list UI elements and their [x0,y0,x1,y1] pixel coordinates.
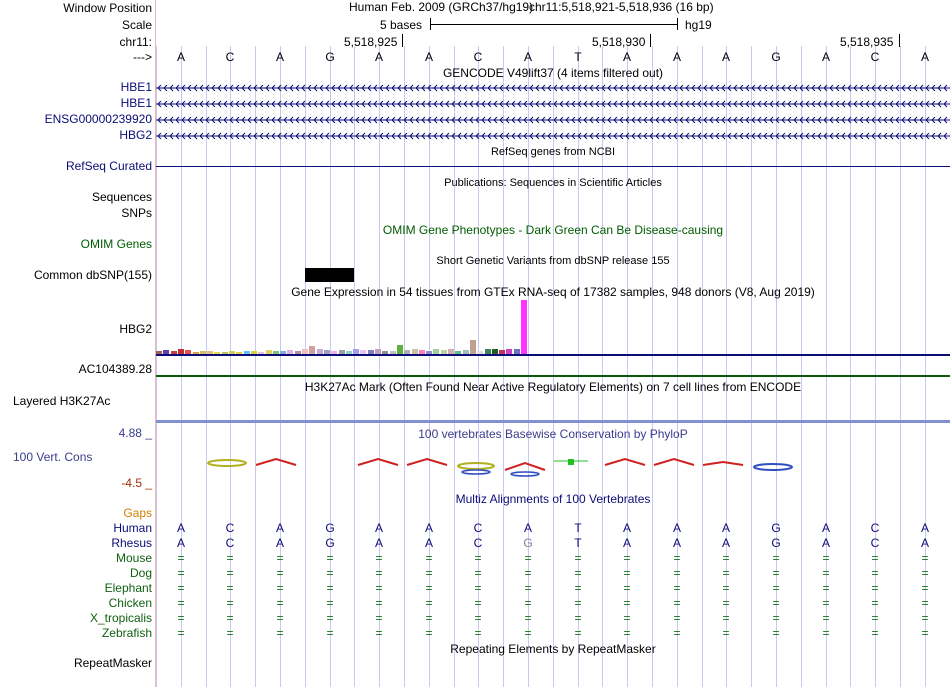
cons-logo-9 [654,459,694,465]
species-match-symbol: = [177,566,185,580]
species-match-symbol: = [524,626,532,640]
refseq-gene-line[interactable] [156,166,950,167]
gene-hbg2-strand[interactable] [156,129,950,143]
base-letter: A [275,50,284,64]
cons-logo-5 [458,463,494,474]
gene-hbe1-strand[interactable] [156,81,950,95]
human-alignment-base: A [821,521,830,535]
species-match-symbol: = [772,596,780,610]
species-match-symbol: = [226,626,234,640]
species-match-symbol: = [772,551,780,565]
scale-bar-line [430,24,677,25]
publications-track-title: Publications: Sequences in Scientific Articles [444,177,662,189]
rhesus-alignment-base: A [176,536,185,550]
scale-bar-right-tick [677,18,678,30]
human-alignment-base: G [325,521,335,535]
species-match-symbol: = [226,551,234,565]
phylop-conservation-plot[interactable] [156,452,950,482]
base-letter: A [424,50,433,64]
species-match-symbol: = [524,551,532,565]
species-match-symbol: = [226,611,234,625]
base-letter: A [672,50,681,64]
species-match-symbol: = [574,611,582,625]
species-match-symbol: = [722,626,730,640]
multiz-track-title: Multiz Alignments of 100 Vertebrates [455,492,651,506]
species-match-symbol: = [326,581,334,595]
human-alignment-base: A [672,521,681,535]
human-alignment-base: A [622,521,631,535]
species-match-symbol: = [673,566,681,580]
species-match-symbol: = [822,611,830,625]
species-label-dog[interactable]: Dog [129,566,152,580]
rhesus-alignment-base: A [374,536,383,550]
species-label-mouse[interactable]: Mouse [115,551,152,565]
species-match-symbol: = [673,611,681,625]
species-match-symbol: = [425,611,433,625]
species-match-symbol: = [425,626,433,640]
species-match-symbol: = [177,551,185,565]
species-match-symbol: = [822,596,830,610]
species-match-symbol: = [722,566,730,580]
gene-ensg-strand[interactable] [156,113,950,127]
human-alignment-base: A [424,521,433,535]
ruler-tick-1 [402,34,403,47]
species-match-symbol: = [425,596,433,610]
rhesus-alignment-base: G [771,536,781,550]
species-match-symbol: = [474,611,482,625]
species-match-symbol: = [574,626,582,640]
cons-logo-1 [208,460,246,466]
cons-logo-8 [605,459,645,465]
gtex-tissue-bar[interactable] [521,300,527,354]
species-match-symbol: = [326,551,334,565]
base-letter: T [574,50,582,64]
refseq-track-title: RefSeq genes from NCBI [490,146,616,158]
species-match-symbol: = [226,581,234,595]
species-label-chicken[interactable]: Chicken [108,596,152,610]
rhesus-alignment-base: C [870,536,880,550]
window-position-label: Window Position [63,1,152,15]
track-label-h3k27ac[interactable]: Layered H3K27Ac [13,394,111,408]
species-match-symbol: = [921,611,929,625]
species-match-symbol: = [276,611,284,625]
rhesus-alignment-base: A [424,536,433,550]
track-label-repeatmasker[interactable]: RepeatMasker [73,656,152,670]
assembly-title: Human Feb. 2009 (GRCh37/hg19) [349,0,534,14]
ac104389-gene-line[interactable] [156,375,950,377]
species-match-symbol: = [623,581,631,595]
track-label-hbg2[interactable]: HBG2 [119,128,152,142]
base-letter: G [325,50,335,64]
species-match-symbol: = [673,551,681,565]
human-alignment-base: C [225,521,235,535]
species-match-symbol: = [524,581,532,595]
species-match-symbol: = [871,626,879,640]
human-alignment-base: A [176,521,185,535]
species-label-zebrafish[interactable]: Zebrafish [101,626,152,640]
species-match-symbol: = [722,581,730,595]
species-match-symbol: = [375,626,383,640]
species-match-symbol: = [921,551,929,565]
base-letter: A [523,50,532,64]
species-match-symbol: = [375,551,383,565]
species-match-symbol: = [276,551,284,565]
track-label-omim[interactable]: OMIM Genes [80,237,152,251]
species-match-symbol: = [921,566,929,580]
track-label-cons[interactable]: 100 Vert. Cons [13,450,93,464]
species-match-symbol: = [326,596,334,610]
ruler-tick-3 [899,34,900,47]
rhesus-alignment-base: A [920,536,929,550]
base-letter: A [721,50,730,64]
dbsnp-variant-block[interactable] [305,268,354,282]
rhesus-alignment-base: C [473,536,483,550]
ruler-tick-2 [650,34,651,47]
cons-logo-7 [554,459,588,465]
chrom-label: chr11: [119,35,152,49]
species-match-symbol: = [326,611,334,625]
track-label-sequences[interactable]: Sequences [91,190,152,204]
species-match-symbol: = [623,551,631,565]
cons-logo-3 [358,459,398,465]
human-alignment-base: T [574,521,582,535]
species-match-symbol: = [425,581,433,595]
gtex-gene-line [156,354,950,356]
track-label-refseq[interactable]: RefSeq Curated [65,159,152,173]
cons-logo-11 [754,464,792,470]
base-letter: C [473,50,483,64]
species-match-symbol: = [375,596,383,610]
species-match-symbol: = [772,611,780,625]
species-match-symbol: = [276,626,284,640]
species-match-symbol: = [474,581,482,595]
cons-min-label: -4.5 _ [121,476,152,490]
species-match-symbol: = [921,626,929,640]
species-match-symbol: = [822,626,830,640]
cons-logo-6 [505,463,545,476]
human-alignment-base: A [374,521,383,535]
species-label-human[interactable]: Human [113,521,152,535]
track-label-gaps[interactable]: Gaps [123,506,152,520]
species-match-symbol: = [574,581,582,595]
species-match-symbol: = [623,596,631,610]
species-match-symbol: = [673,581,681,595]
species-match-symbol: = [822,566,830,580]
rhesus-alignment-base: A [622,536,631,550]
gtex-tissue-bar[interactable] [309,346,315,354]
species-match-symbol: = [276,596,284,610]
species-label-x-tropicalis[interactable]: X_tropicalis [89,611,152,625]
species-match-symbol: = [772,581,780,595]
gtex-track-title: Gene Expression in 54 tissues from GTEx RNA-seq of 17382 samples, 948 donors (V8, Aug 2019) [291,285,815,299]
human-alignment-base: A [275,521,284,535]
species-match-symbol: = [474,596,482,610]
species-match-symbol: = [276,566,284,580]
species-match-symbol: = [326,566,334,580]
species-match-symbol: = [524,596,532,610]
species-match-symbol: = [921,581,929,595]
cons-logo-4 [407,459,447,465]
species-label-rhesus[interactable]: Rhesus [111,536,152,550]
species-match-symbol: = [871,566,879,580]
species-match-symbol: = [375,611,383,625]
rhesus-alignment-base: A [672,536,681,550]
species-match-symbol: = [574,551,582,565]
species-match-symbol: = [326,626,334,640]
species-match-symbol: = [177,581,185,595]
h3k27ac-signal[interactable] [156,420,950,423]
species-match-symbol: = [871,581,879,595]
species-match-symbol: = [822,551,830,565]
track-label-ensg[interactable]: ENSG00000239920 [44,112,152,126]
human-alignment-base: A [721,521,730,535]
base-letter: A [920,50,929,64]
base-letter: A [374,50,383,64]
cons-logo-10 [703,462,743,465]
base-letter: C [225,50,235,64]
species-match-symbol: = [772,566,780,580]
base-letter: C [870,50,880,64]
species-match-symbol: = [375,566,383,580]
species-match-symbol: = [474,566,482,580]
species-match-symbol: = [425,566,433,580]
species-match-symbol: = [623,566,631,580]
species-match-symbol: = [722,551,730,565]
h3k27ac-track-title: H3K27Ac Mark (Often Found Near Active Regulatory Elements) on 7 cell lines from ENCODE [304,380,802,394]
species-match-symbol: = [772,626,780,640]
species-match-symbol: = [673,596,681,610]
species-match-symbol: = [574,596,582,610]
rhesus-alignment-base: A [275,536,284,550]
human-alignment-base: G [771,521,781,535]
track-label-gtex-hbg2[interactable]: HBG2 [119,322,152,336]
ruler-coord-1: 5,518,925 [344,35,398,49]
rhesus-alignment-base: A [721,536,730,550]
track-label-hbe1[interactable]: HBE1 [120,80,152,94]
track-label-snps[interactable]: SNPs [121,206,152,220]
species-match-symbol: = [375,581,383,595]
cons-max-label: 4.88 _ [118,426,152,440]
scale-label: Scale [121,18,152,32]
strand-arrow-label: ---> [133,50,152,64]
rhesus-alignment-base: T [574,536,582,550]
rhesus-alignment-base: C [225,536,235,550]
species-match-symbol: = [822,581,830,595]
human-alignment-base: C [870,521,880,535]
ruler-coord-2: 5,518,930 [592,35,646,49]
phylop-track-title: 100 vertebrates Basewise Conservation by PhyloP [418,427,688,441]
position-readout: chr11:5,518,921-5,518,936 (16 bp) [529,0,714,14]
omim-track-title: OMIM Gene Phenotypes - Dark Green Can Be Disease-causing [382,223,724,237]
dbsnp-track-title: Short Genetic Variants from dbSNP release 155 [436,255,670,267]
scale-bar-text: 5 bases [380,18,423,32]
species-label-elephant[interactable]: Elephant [104,581,152,595]
gtex-tissue-bar[interactable] [397,345,403,354]
species-match-symbol: = [474,551,482,565]
human-alignment-base: A [523,521,532,535]
rhesus-alignment-base: G [325,536,335,550]
track-label-dbsnp[interactable]: Common dbSNP(155) [33,268,152,282]
gtex-expression-bars[interactable] [156,300,950,354]
gtex-tissue-bar[interactable] [470,340,476,354]
species-match-symbol: = [474,626,482,640]
track-label-column [0,0,155,687]
species-match-symbol: = [871,611,879,625]
gencode-track-title: GENCODE V49lift37 (4 items filtered out) [442,66,664,80]
species-match-symbol: = [574,566,582,580]
species-match-symbol: = [177,596,185,610]
species-match-symbol: = [177,611,185,625]
track-label-hbe1-2[interactable]: HBE1 [120,96,152,110]
base-letter: A [176,50,185,64]
species-match-symbol: = [921,596,929,610]
species-match-symbol: = [425,551,433,565]
species-match-symbol: = [524,566,532,580]
species-match-symbol: = [524,611,532,625]
species-match-symbol: = [623,626,631,640]
species-match-symbol: = [871,551,879,565]
rhesus-alignment-base: A [821,536,830,550]
repeatmasker-track-title: Repeating Elements by RepeatMasker [450,642,656,656]
species-match-symbol: = [673,626,681,640]
species-match-symbol: = [177,626,185,640]
base-letter: A [622,50,631,64]
species-match-symbol: = [722,611,730,625]
human-alignment-base: A [920,521,929,535]
rhesus-alignment-base: G [523,536,533,550]
cons-logo-2 [256,459,296,465]
track-data-area[interactable] [156,0,950,687]
species-match-symbol: = [276,581,284,595]
base-letter: A [821,50,830,64]
human-alignment-base: C [473,521,483,535]
gene-hbe1-2-strand[interactable] [156,97,950,111]
db-label: hg19 [685,18,712,32]
species-match-symbol: = [226,566,234,580]
base-letter: G [771,50,781,64]
track-label-ac104389[interactable]: AC104389.28 [78,362,152,376]
species-match-symbol: = [623,611,631,625]
species-match-symbol: = [226,596,234,610]
species-match-symbol: = [871,596,879,610]
ruler-coord-3: 5,518,935 [840,35,894,49]
species-match-symbol: = [722,596,730,610]
